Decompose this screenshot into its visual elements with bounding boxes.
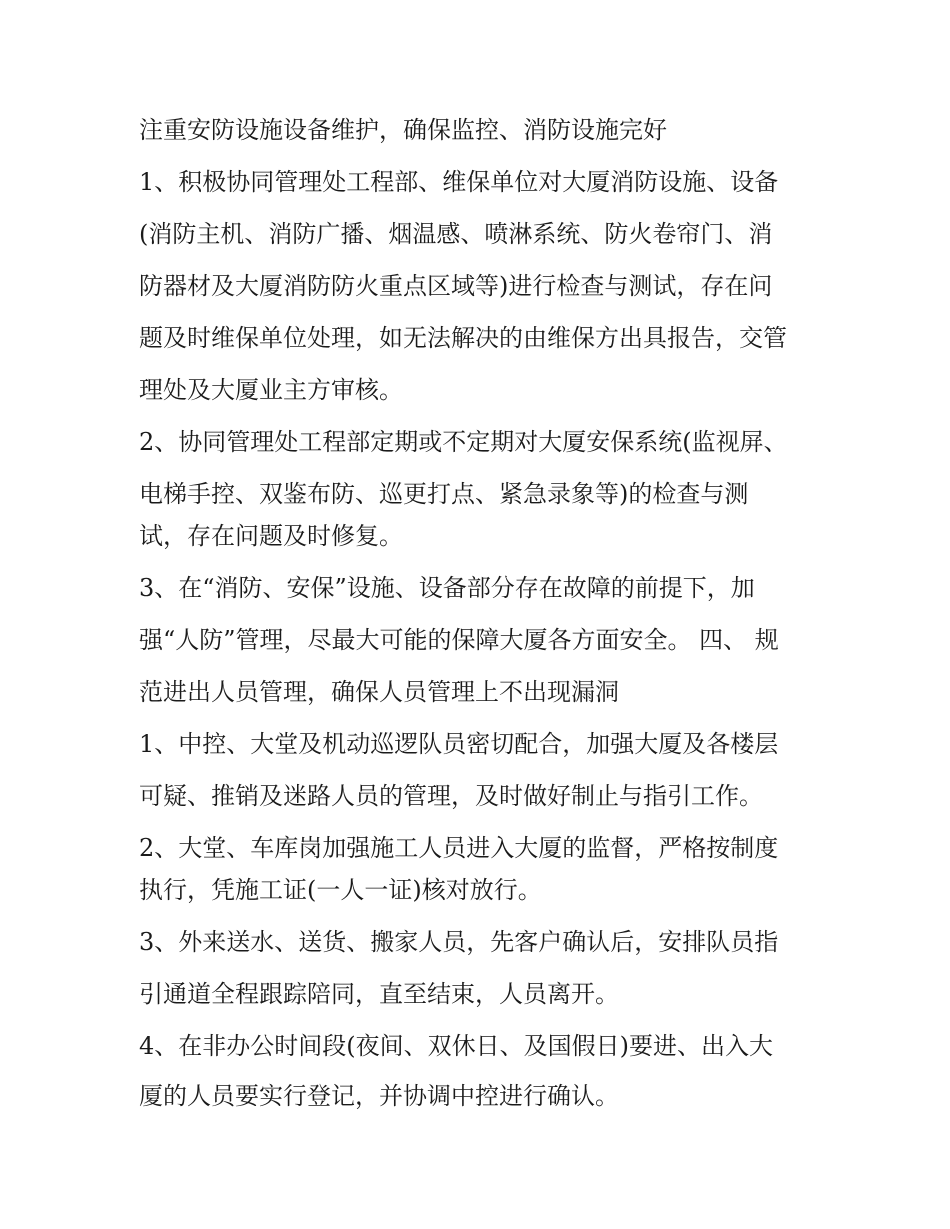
text-line: 1、积极协同管理处工程部、维保单位对大厦消防设施、设备	[139, 168, 779, 196]
text-line: 引通道全程跟踪陪同，直至结束，人员离开。	[139, 980, 619, 1008]
text-line: 执行，凭施工证(一人一证)核对放行。	[139, 876, 542, 904]
text-line: 厦的人员要实行登记，并协调中控进行确认。	[139, 1082, 619, 1110]
text-line: 试，存在问题及时修复。	[139, 522, 403, 550]
text-line: 理处及大厦业主方审核。	[139, 376, 403, 404]
text-line: 题及时维保单位处理，如无法解决的由维保方出具报告，交管	[139, 324, 787, 352]
text-line: 可疑、推销及迷路人员的管理，及时做好制止与指引工作。	[139, 782, 763, 810]
text-line: 4、在非办公时间段(夜间、双休日、及国假日)要进、出入大	[139, 1032, 773, 1060]
text-line: (消防主机、消防广播、烟温感、喷淋系统、防火卷帘门、消	[139, 220, 773, 248]
text-line: 3、外来送水、送货、搬家人员，先客户确认后，安排队员指	[139, 928, 779, 956]
text-line: 2、协同管理处工程部定期或不定期对大厦安保系统(监视屏、	[139, 428, 788, 456]
text-line: 强“人防”管理，尽最大可能的保障大厦各方面安全。 四、 规	[139, 626, 779, 654]
text-line: 电梯手控、双鉴布防、巡更打点、紧急录象等)的检查与测	[139, 480, 749, 508]
text-line: 防器材及大厦消防防火重点区域等)进行检查与测试，存在问	[139, 272, 773, 300]
text-line: 2、大堂、车库岗加强施工人员进入大厦的监督，严格按制度	[139, 834, 779, 862]
text-line: 注重安防设施设备维护，确保监控、消防设施完好	[139, 116, 667, 144]
text-line: 范进出人员管理，确保人员管理上不出现漏洞	[139, 678, 619, 706]
text-line: 1、中控、大堂及机动巡逻队员密切配合，加强大厦及各楼层	[139, 730, 779, 758]
text-line: 3、在“消防、安保”设施、设备部分存在故障的前提下，加	[139, 574, 755, 602]
